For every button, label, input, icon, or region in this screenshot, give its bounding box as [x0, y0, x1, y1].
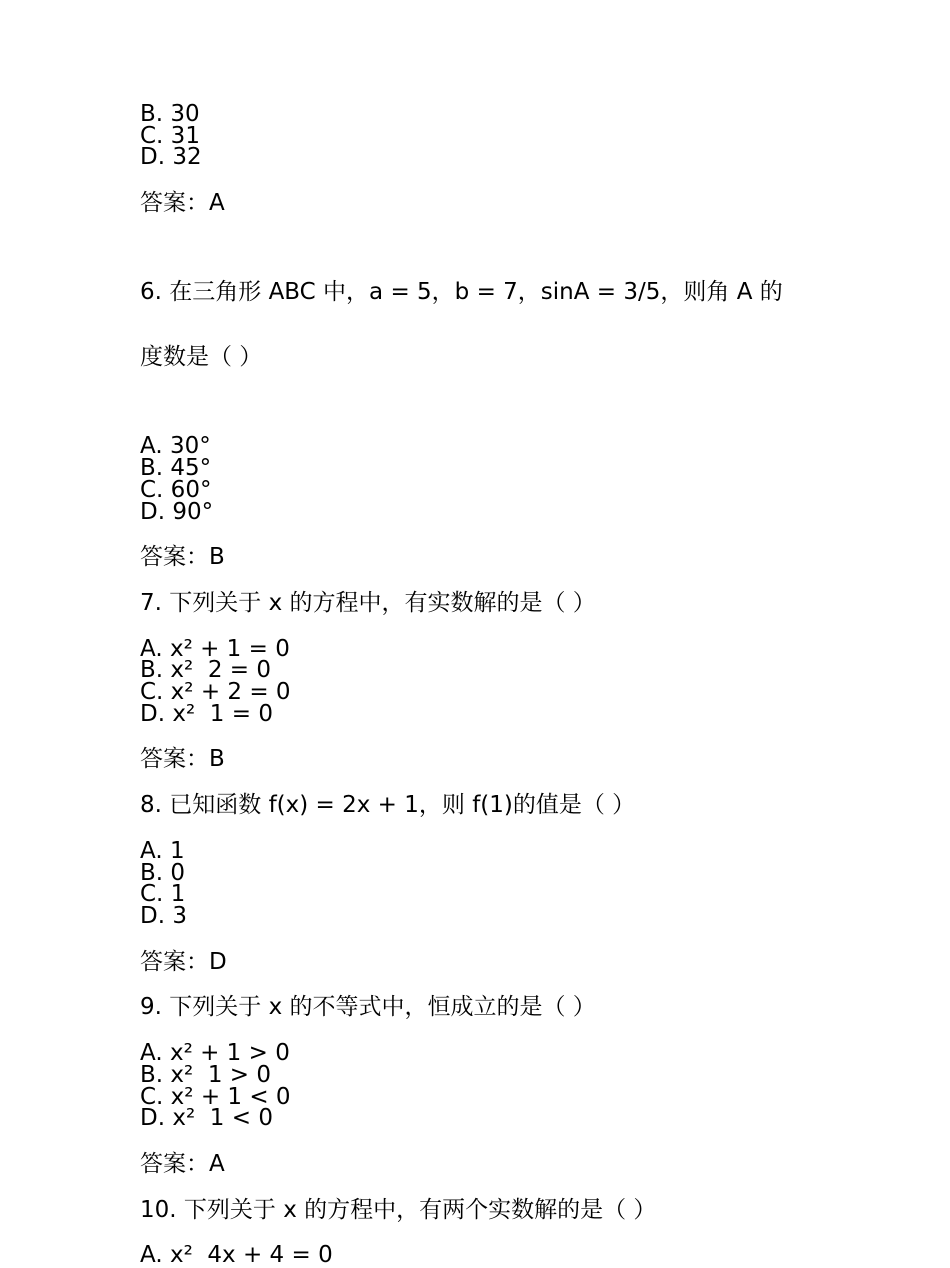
q7-option-b: B. x² 2 = 0 [140, 657, 272, 684]
q9-option-d: D. x² 1 < 0 [140, 1105, 273, 1132]
q7-answer: 答案：B [140, 746, 225, 773]
q6-answer: 答案：B [140, 544, 225, 571]
q6-option-a: A. 30° [140, 433, 211, 460]
q10-options [140, 1242, 820, 1268]
document-page [140, 101, 820, 1268]
q6-stem-line2: 度数是（ ） [140, 344, 263, 371]
q8-option-a: A. 1 [140, 837, 185, 864]
q9-option-c: C. x² + 1 < 0 [140, 1083, 291, 1110]
q7-option-d: D. x² 1 = 0 [140, 700, 273, 727]
q8-answer: 答案：D [140, 948, 227, 975]
q5-option-c: C. 31 [140, 122, 200, 149]
q9-options [140, 1040, 820, 1132]
q8-stem: 8. 已知函数 f(x) = 2x + 1，则 f(1)的值是（ ） [140, 792, 636, 819]
q10-option-a: A. x² 4x + 4 = 0 [140, 1242, 333, 1268]
q9-answer: 答案：A [140, 1150, 225, 1177]
q9-stem: 9. 下列关于 x 的不等式中，恒成立的是（ ） [140, 994, 596, 1021]
q8-option-b: B. 0 [140, 859, 186, 886]
q7-option-c: C. x² + 2 = 0 [140, 679, 291, 706]
q5-option-d: D. 32 [140, 144, 202, 171]
q9-option-b: B. x² 1 > 0 [140, 1061, 272, 1088]
q6-stem [140, 239, 810, 413]
q5-option-b: B. 30 [140, 101, 200, 127]
q7-stem: 7. 下列关于 x 的方程中，有实数解的是（ ） [140, 589, 596, 616]
q7-options [140, 635, 820, 727]
q5-options [140, 101, 820, 171]
q6-option-c: C. 60° [140, 476, 212, 503]
q5-answer: 答案：A [140, 190, 225, 217]
q6-stem-line1: 6. 在三角形 ABC 中，a = 5，b = 7，sinA = 3/5，则角 A 的 [140, 279, 783, 306]
q7-option-a: A. x² + 1 = 0 [140, 635, 290, 662]
q6-option-b: B. 45° [140, 455, 212, 482]
q8-options [140, 837, 820, 929]
q6-option-d: D. 90° [140, 498, 214, 525]
q8-option-c: C. 1 [140, 881, 186, 908]
q6-options [140, 433, 820, 525]
q8-option-d: D. 3 [140, 902, 187, 929]
q9-option-a: A. x² + 1 > 0 [140, 1040, 290, 1067]
q10-stem: 10. 下列关于 x 的方程中，有两个实数解的是（ ） [140, 1196, 657, 1223]
